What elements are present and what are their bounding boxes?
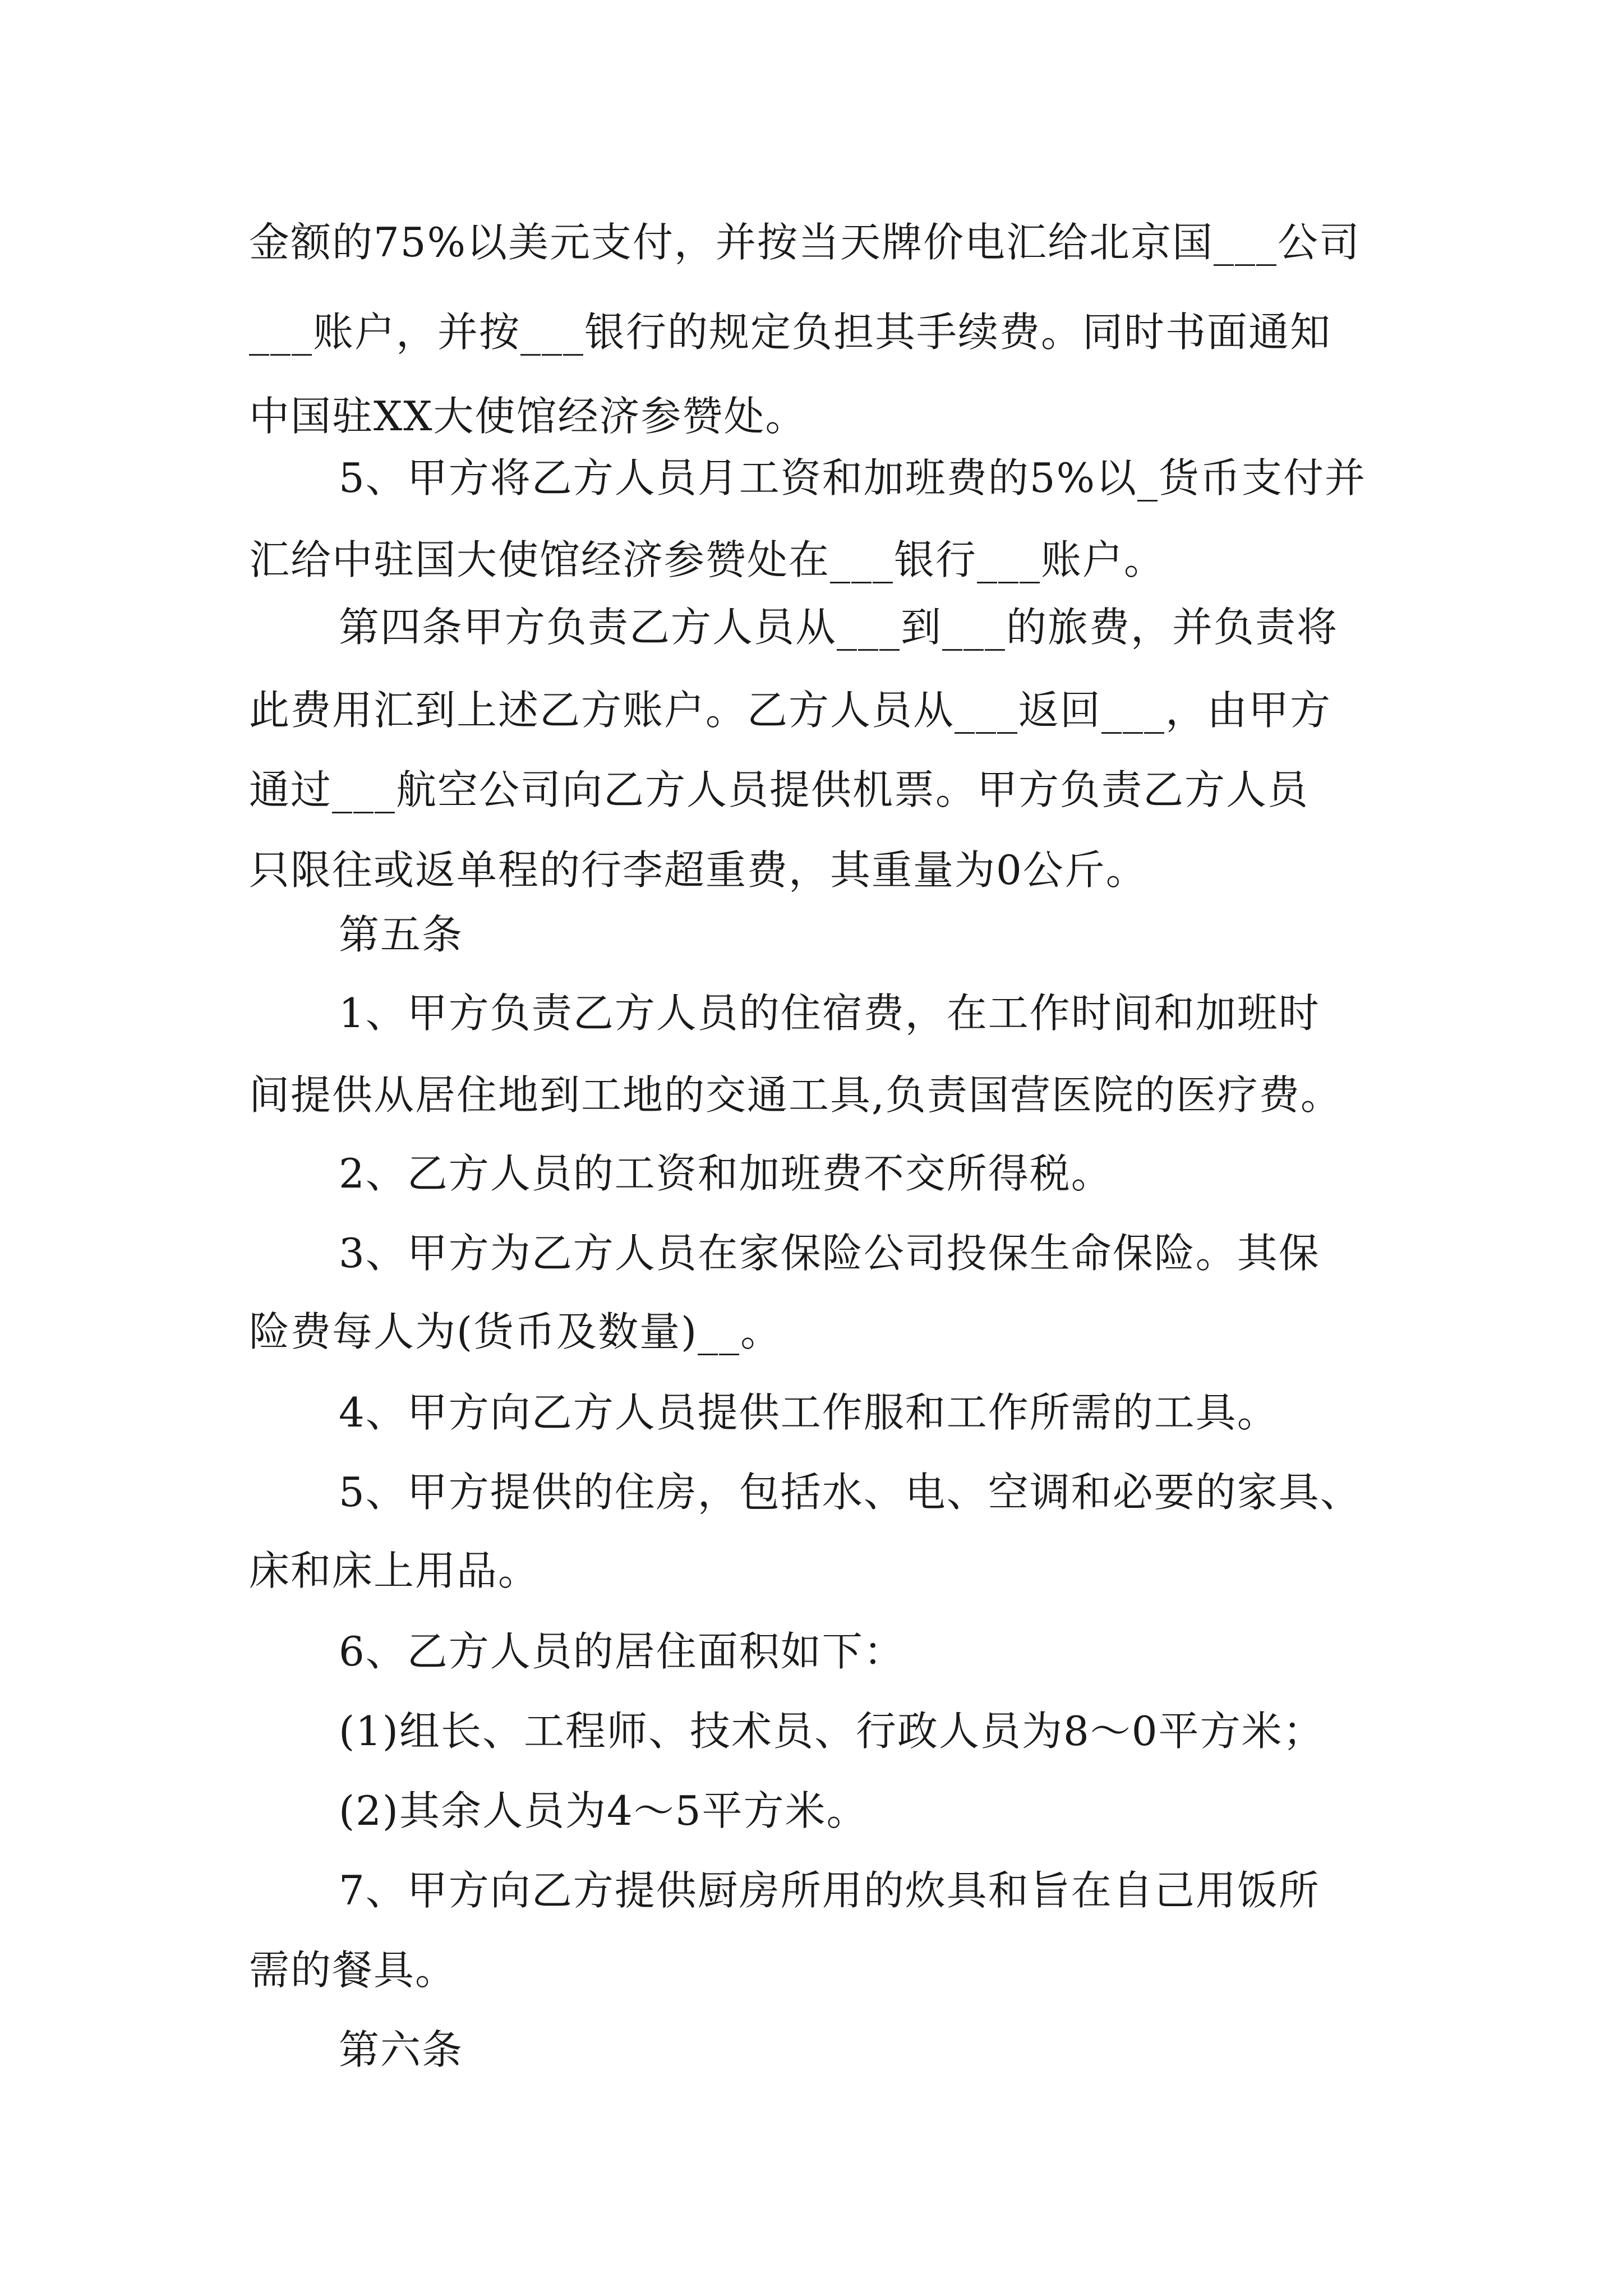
text-line: 金额的75%以美元支付，并按当天牌价电汇给北京国___公司 [249, 219, 1361, 266]
text-line: 间提供从居住地到工地的交通工具,负责国营医院的医疗费。 [249, 1071, 1342, 1119]
text-line: 汇给中驻国大使馆经济参赞处在___银行___账户。 [249, 536, 1166, 583]
text-line: 床和床上用品。 [249, 1547, 540, 1594]
text-line: 需的餐具。 [249, 1947, 457, 1994]
paragraph-line: 5、甲方将乙方人员月工资和加班费的5%以_货币支付并 [339, 454, 1367, 501]
section-heading: 第五条 [339, 911, 464, 958]
text-line: 险费每人为(货币及数量)__。 [249, 1308, 782, 1355]
paragraph-line: 5、甲方提供的住房，包括水、电、空调和必要的家具、 [339, 1469, 1362, 1516]
paragraph-line: 1、甲方负责乙方人员的住宿费，在工作时间和加班时 [339, 990, 1320, 1037]
paragraph-line: 3、甲方为乙方人员在家保险公司投保生命保险。其保 [339, 1230, 1320, 1277]
paragraph-line: 4、甲方向乙方人员提供工作服和工作所需的工具。 [339, 1389, 1279, 1436]
text-line: 此费用汇到上述乙方账户。乙方人员从___返回___，由甲方 [249, 687, 1332, 734]
text-line: 只限往或返单程的行李超重费，其重量为0公斤。 [249, 846, 1147, 894]
section-heading: 第六条 [339, 2026, 464, 2073]
paragraph-line: (1)组长、工程师、技术员、行政人员为8～0平方米； [339, 1708, 1325, 1755]
text-line: 中国驻XX大使馆经济参赞处。 [249, 393, 807, 440]
paragraph-line: 2、乙方人员的工资和加班费不交所得税。 [339, 1150, 1113, 1197]
paragraph-line: 6、乙方人员的居住面积如下： [339, 1628, 905, 1675]
text-line: 通过___航空公司向乙方人员提供机票。甲方负责乙方人员 [249, 766, 1310, 813]
paragraph-line: 第四条甲方负责乙方人员从___到___的旅费，并负责将 [339, 604, 1339, 651]
paragraph-line: 7、甲方向乙方提供厨房所用的炊具和旨在自己用饭所 [339, 1867, 1320, 1914]
paragraph-line: (2)其余人员为4～5平方米。 [339, 1787, 868, 1834]
text-line: ___账户，并按___银行的规定负担其手续费。同时书面通知 [249, 309, 1332, 356]
